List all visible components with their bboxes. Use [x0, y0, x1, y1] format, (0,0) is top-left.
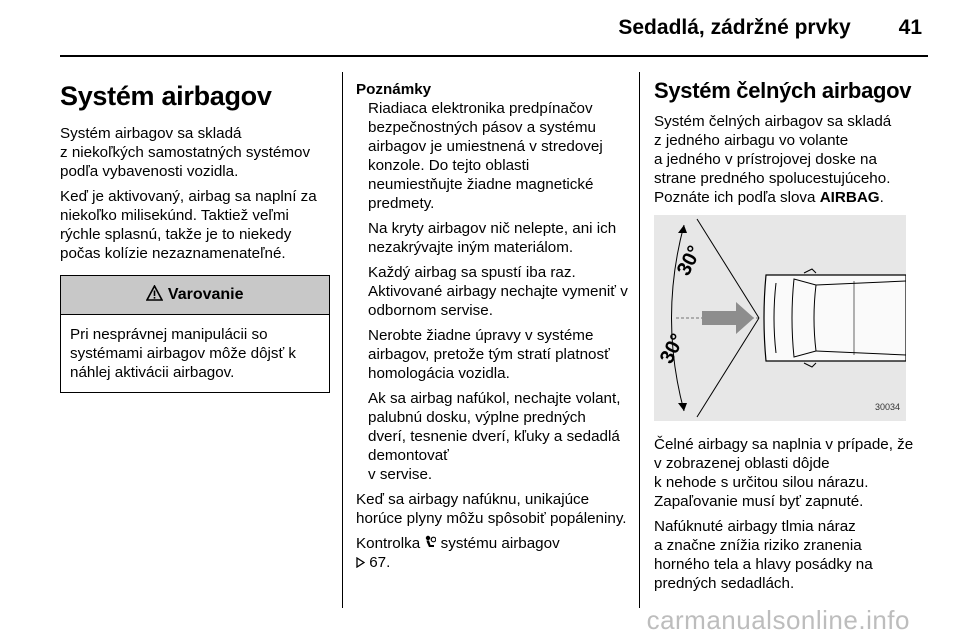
note-paragraph: Každý airbag sa spustí iba raz. Aktivované airbagy nechajte vymeniť v odbornom servise.: [368, 264, 628, 319]
page-reference-icon: [356, 554, 365, 571]
airbag-keyword: AIRBAG: [819, 189, 880, 206]
note-paragraph: Riadiaca elektronika predpínačov bezpečnostných pásov a systému airbagov je umiestnená v stredovej konzole. Do tejto oblasti neumiestňujte žiadne magnetické predmety.: [368, 100, 603, 212]
warning-triangle-icon: [146, 286, 167, 303]
front-airbag-diagram: [654, 215, 906, 421]
note-paragraph: Na kryty airbagov nič nelepte, ani ich nezakrývajte iným materiálom.: [368, 220, 617, 256]
note-block: [356, 99, 628, 484]
angle-label-top: 30°: [672, 242, 707, 280]
column-divider-1: [342, 72, 343, 608]
column-divider-2: [639, 72, 640, 608]
paragraph: Systém čelných airbagov sa skladá z jedného airbagu vo volante a jedného v prístrojovej doske na strane predného spolucestujúceho. Poznáte ich podľa slova AIRBAG.: [654, 113, 892, 206]
warning-header: [61, 276, 329, 315]
angle-label-bottom: 30°: [655, 330, 690, 368]
column-2: [356, 80, 628, 578]
arc-arrow-bottom-icon: [678, 403, 687, 411]
page-number: 41: [898, 16, 922, 39]
paragraph-warning-light: Kontrolka systému airbagov 67.: [356, 535, 560, 571]
paragraph: Keď je aktivovaný, airbag sa naplní za niekoľko milisekúnd. Taktiež veľmi rýchle splasnú, takže je to niekedy počas kolízie nezaznamenateľné.: [60, 188, 317, 262]
note-paragraph: Nerobte žiadne úpravy v systéme airbagov, pretože tým stratí platnosť homologácia vozidla.: [368, 327, 610, 382]
figure-code: 30034: [874, 402, 900, 412]
paragraph: Keď sa airbagy nafúknu, unikajúce horúce plyny môžu spôsobiť popáleniny.: [356, 491, 627, 527]
warning-text: Pri nesprávnej manipulácii so systémami airbagov môže dôjsť k náhlej aktivácii airbagov.: [70, 326, 296, 381]
column-3: [654, 72, 916, 599]
warning-title: Varovanie: [167, 286, 244, 303]
page-reference[interactable]: 67.: [369, 554, 391, 571]
warning-box: [60, 275, 330, 393]
running-title: Sedadlá, zádržné prvky: [618, 16, 851, 39]
note-paragraph: Ak sa airbag nafúkol, nechajte volant, palubnú dosku, výplne predných dverí, tesnenie dverí, kľuky a sedadlá demontovať v servise.: [368, 390, 621, 483]
header-rule: [60, 55, 928, 57]
section-heading-front-airbags: Systém čelných airbagov: [654, 78, 912, 103]
diagram-svg: [654, 215, 906, 421]
car-top-view-icon: [764, 269, 906, 367]
section-heading-airbag-system: Systém airbagov: [60, 81, 272, 111]
watermark: carmanualsonline.info: [646, 605, 910, 635]
impact-arrow-icon: [736, 302, 754, 334]
impact-arrow-shaft: [702, 311, 736, 325]
paragraph: Systém airbagov sa skladá z niekoľkých samostatných systémov podľa vybavenosti vozidla.: [60, 125, 311, 180]
zone-line-top: [697, 219, 759, 318]
paragraph: Nafúknuté airbagy tlmia náraz a značne znížia riziko zranenia horného tela a hlavy posádky na predných sedadlách.: [654, 518, 873, 592]
zone-line-bottom: [697, 318, 759, 417]
airbag-warning-light-icon: [424, 535, 436, 552]
arc-arrow-top-icon: [678, 225, 687, 233]
column-1: [60, 72, 330, 393]
paragraph: Čelné airbagy sa naplnia v prípade, že v zobrazenej oblasti dôjde k nehode s určitou silou nárazu. Zapaľovanie musí byť zapnuté.: [654, 436, 914, 510]
page-header: [618, 16, 922, 40]
note-title: Poznámky: [356, 81, 432, 98]
